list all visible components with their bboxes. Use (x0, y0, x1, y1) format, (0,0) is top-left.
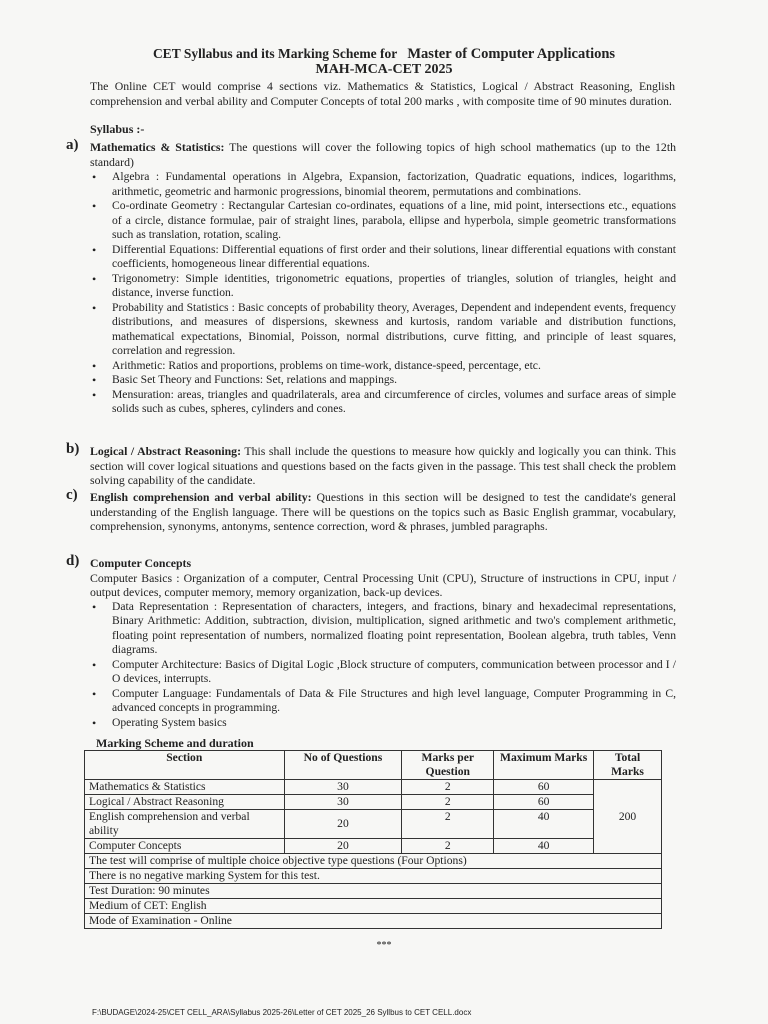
table-note: Test Duration: 90 minutes (85, 884, 662, 899)
document-title: CET Syllabus and its Marking Scheme for Master of Computer Applications (152, 46, 616, 62)
cell-max: 60 (494, 780, 594, 795)
section-a (66, 137, 676, 417)
list-item: • Trigonometry: Simple identities, trigonometric equations, properties of triangles, solution of triangles, height and distance, inverse function. (90, 272, 676, 301)
cell-marks-per: 2 (402, 795, 494, 810)
syllabus-label: Syllabus :- (90, 122, 145, 136)
list-item: • Operating System basics (90, 716, 676, 731)
list-item: • Probability and Statistics : Basic concepts of probability theory, Averages, Dependent and independent events, frequency distributions, and measures of dispersions, skewness and kurtosis, random variable and distribution functions, mathematical expectations, Binomial, Poisson, normal distributions, curve fitting, and principle of least squares, correlation and regression. (90, 301, 676, 359)
table-note-row (85, 899, 662, 914)
section-d-bullets (90, 600, 676, 731)
table-row (85, 839, 662, 854)
table-note-row (85, 914, 662, 929)
cell-marks-per: 2 (402, 810, 494, 839)
list-item: • Co-ordinate Geometry : Rectangular Cartesian co-ordinates, equations of a line, mid point, intersections etc., equations of a circle, distance formulae, pair of straight lines, parabola, ellipse and hyperbola, simple geometric transformations such as translation, rotation, scaling. (90, 199, 676, 243)
footer-file-path: F:\BUDAGE\2024-25\CET CELL_ARA\Syllabus 2025-26\Letter of CET 2025_26 Syllbus to CET CELL.docx (92, 1008, 472, 1017)
list-item: • Computer Architecture: Basics of Digital Logic ,Block structure of computers, communication between processor and I / O devices, interrupts. (90, 658, 676, 687)
column-header: Section (85, 751, 285, 780)
section-heading: English comprehension and verbal ability: (90, 490, 312, 504)
cell-max: 60 (494, 795, 594, 810)
section-text: This shall include the questions to measure how quickly and logically you can think. This section will cover logical situations and questions based on the facts given in the passage. This test shall check the problem solving capability of the candidate. (90, 444, 676, 487)
section-letter: a) (66, 137, 79, 153)
section-d (66, 553, 676, 730)
table-note: Medium of CET: English (85, 899, 662, 914)
column-header: Maximum Marks (494, 751, 594, 780)
section-c (66, 487, 676, 534)
section-b (66, 441, 676, 488)
document-subtitle: MAH-MCA-CET 2025 (315, 62, 453, 77)
cell-section: English comprehension and verbal ability (85, 810, 285, 839)
cell-questions: 30 (284, 795, 402, 810)
table-note: There is no negative marking System for this test. (85, 869, 662, 884)
table-note: The test will comprise of multiple choice objective type questions (Four Options) (85, 854, 662, 869)
cell-max: 40 (494, 839, 594, 854)
table-header-row (85, 751, 662, 780)
section-text: The questions will cover the following topics of high school mathematics (up to the 12th standard) (90, 140, 676, 169)
column-header: No of Questions (284, 751, 402, 780)
section-letter: d) (66, 553, 80, 569)
table-note: Mode of Examination - Online (85, 914, 662, 929)
cell-section: Logical / Abstract Reasoning (85, 795, 285, 810)
table-row (85, 810, 662, 839)
section-letter: b) (66, 441, 80, 457)
table-note-row (85, 869, 662, 884)
section-heading: Computer Concepts (90, 556, 192, 570)
cell-total: 200 (594, 780, 662, 854)
marking-table (84, 750, 662, 929)
marking-scheme-title: Marking Scheme and duration (96, 736, 254, 750)
list-item: • Basic Set Theory and Functions: Set, relations and mappings. (90, 373, 676, 388)
section-heading: Mathematics & Statistics: (90, 140, 225, 154)
cell-marks-per: 2 (402, 839, 494, 854)
column-header: Marks per Question (402, 751, 494, 780)
list-item: • Differential Equations: Differential equations of first order and their solutions, linear differential equations with constant coefficients, homogeneous linear differential equations. (90, 243, 676, 272)
list-item: • Arithmetic: Ratios and proportions, problems on time-work, distance-speed, percentage, etc. (90, 359, 676, 374)
section-letter: c) (66, 487, 78, 503)
table-note-row (85, 854, 662, 869)
table-row (85, 780, 662, 795)
table-row (85, 795, 662, 810)
list-item: • Computer Language: Fundamentals of Data & File Structures and high level language, Computer Programming in C, advanced concepts in programming. (90, 687, 676, 716)
cell-questions: 20 (284, 810, 402, 839)
cell-questions: 20 (284, 839, 402, 854)
section-text: Computer Basics : Organization of a computer, Central Processing Unit (CPU), Structure of instructions in CPU, input / output devices, computer memory, memory organization, back-up devices. (90, 570, 676, 599)
list-item: • Data Representation : Representation of characters, integers, and fractions, binary and hexadecimal representations, Binary Arithmetic: Addition, subtraction, division, multiplication, signed arithmetic and two's complement arithmetic, floating point representation of numbers, normalized floating point representation, Boolean algebra, truth tables, Venn diagrams. (90, 600, 676, 658)
cell-marks-per: 2 (402, 780, 494, 795)
cell-section: Mathematics & Statistics (85, 780, 285, 795)
table-note-row (85, 884, 662, 899)
section-a-bullets (90, 170, 676, 417)
section-heading: Logical / Abstract Reasoning: (90, 444, 241, 458)
cell-questions: 30 (284, 780, 402, 795)
column-header: Total Marks (594, 751, 662, 780)
section-text: Questions in this section will be designed to test the candidate's general understanding of the English language. There will be questions on the topics such as Basic English grammar, vocabulary, comprehension, synonyms, antonyms, sentence correction, word & phrases, jumbled paragraphs. (90, 490, 676, 533)
end-mark: *** (376, 940, 392, 951)
intro-paragraph: The Online CET would comprise 4 sections viz. Mathematics & Statistics, Logical / Abstract Reasoning, English comprehension and verbal ability and Computer Concepts of total 200 marks , with composite time of 90 minutes duration. (90, 79, 675, 108)
list-item: • Mensuration: areas, triangles and quadrilaterals, area and circumference of circles, volumes and surface areas of simple solids such as cubes, spheres, cylinders and cones. (90, 388, 676, 417)
cell-section: Computer Concepts (85, 839, 285, 854)
list-item: • Algebra : Fundamental operations in Algebra, Expansion, factorization, Quadratic equations, indices, logarithms, arithmetic, geometric and harmonic progressions, binomial theorem, permutations and combinations. (90, 170, 676, 199)
cell-max: 40 (494, 810, 594, 839)
